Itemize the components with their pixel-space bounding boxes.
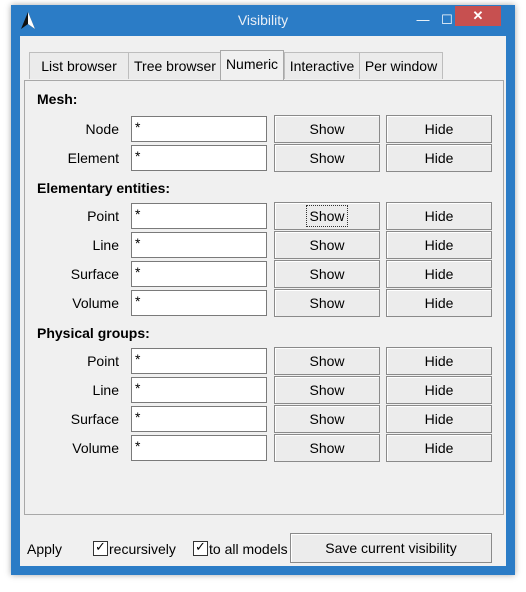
- mesh-element-input[interactable]: *: [131, 145, 267, 171]
- client-area: [20, 36, 506, 566]
- row-label: Point: [87, 208, 119, 224]
- physical-line-show-button[interactable]: Show: [274, 376, 380, 404]
- elementary-surface-show-button[interactable]: Show: [274, 260, 380, 288]
- tab-tree-browser[interactable]: Tree browser: [128, 52, 222, 79]
- bottom-bar: [20, 524, 506, 566]
- row-label: Volume: [72, 440, 119, 456]
- minimize-button[interactable]: —: [416, 12, 430, 27]
- row-label: Line: [92, 237, 119, 253]
- row-label: Surface: [70, 411, 119, 427]
- row-label: Node: [85, 121, 119, 137]
- row-label: Surface: [70, 266, 119, 282]
- elementary-volume-show-button[interactable]: Show: [274, 289, 380, 317]
- physical-volume-hide-button[interactable]: Hide: [386, 434, 492, 462]
- physical-line-hide-button[interactable]: Hide: [386, 376, 492, 404]
- apply-label: Apply: [27, 541, 63, 557]
- to-all-models-label[interactable]: to all models: [209, 541, 288, 557]
- row-label: Element: [67, 150, 119, 166]
- physical-volume-input[interactable]: *: [131, 435, 267, 461]
- tab-interactive[interactable]: Interactive: [284, 52, 360, 79]
- physical-line-input[interactable]: *: [131, 377, 267, 403]
- tab-list-browser[interactable]: List browser: [29, 52, 129, 79]
- numeric-panel: [24, 80, 504, 515]
- elementary-volume-input[interactable]: *: [131, 290, 267, 316]
- section-elementary-title: Elementary entities:: [37, 180, 171, 196]
- save-current-visibility-button[interactable]: Save current visibility: [290, 533, 492, 563]
- elementary-surface-input[interactable]: *: [131, 261, 267, 287]
- elementary-point-show-button[interactable]: Show: [274, 202, 380, 230]
- elementary-point-input[interactable]: *: [131, 203, 267, 229]
- close-button[interactable]: ✕: [455, 6, 501, 26]
- physical-surface-input[interactable]: *: [131, 406, 267, 432]
- elementary-line-hide-button[interactable]: Hide: [386, 231, 492, 259]
- elementary-volume-hide-button[interactable]: Hide: [386, 289, 492, 317]
- elementary-line-input[interactable]: *: [131, 232, 267, 258]
- section-physical-title: Physical groups:: [37, 325, 150, 341]
- tab-bar: [20, 50, 506, 80]
- maximize-button[interactable]: ☐: [441, 12, 453, 27]
- section-mesh-title: Mesh:: [37, 91, 78, 107]
- mesh-element-hide-button[interactable]: Hide: [386, 144, 492, 172]
- elementary-line-show-button[interactable]: Show: [274, 231, 380, 259]
- tab-per-window[interactable]: Per window: [359, 52, 443, 79]
- physical-surface-hide-button[interactable]: Hide: [386, 405, 492, 433]
- recursively-label[interactable]: recursively: [109, 541, 176, 557]
- recursively-checkbox[interactable]: [93, 541, 108, 556]
- to-all-models-checkbox[interactable]: [193, 541, 208, 556]
- mesh-node-input[interactable]: *: [131, 116, 267, 142]
- elementary-point-hide-button[interactable]: Hide: [386, 202, 492, 230]
- mesh-node-hide-button[interactable]: Hide: [386, 115, 492, 143]
- elementary-surface-hide-button[interactable]: Hide: [386, 260, 492, 288]
- physical-point-input[interactable]: *: [131, 348, 267, 374]
- tab-numeric[interactable]: Numeric: [220, 50, 284, 81]
- mesh-node-show-button[interactable]: Show: [274, 115, 380, 143]
- physical-point-show-button[interactable]: Show: [274, 347, 380, 375]
- title-bar[interactable]: [11, 5, 515, 35]
- physical-volume-show-button[interactable]: Show: [274, 434, 380, 462]
- window-title: Visibility: [237, 12, 289, 28]
- row-label: Line: [92, 382, 119, 398]
- row-label: Volume: [72, 295, 119, 311]
- physical-point-hide-button[interactable]: Hide: [386, 347, 492, 375]
- physical-surface-show-button[interactable]: Show: [274, 405, 380, 433]
- row-label: Point: [87, 353, 119, 369]
- visibility-window: [11, 5, 515, 575]
- mesh-element-show-button[interactable]: Show: [274, 144, 380, 172]
